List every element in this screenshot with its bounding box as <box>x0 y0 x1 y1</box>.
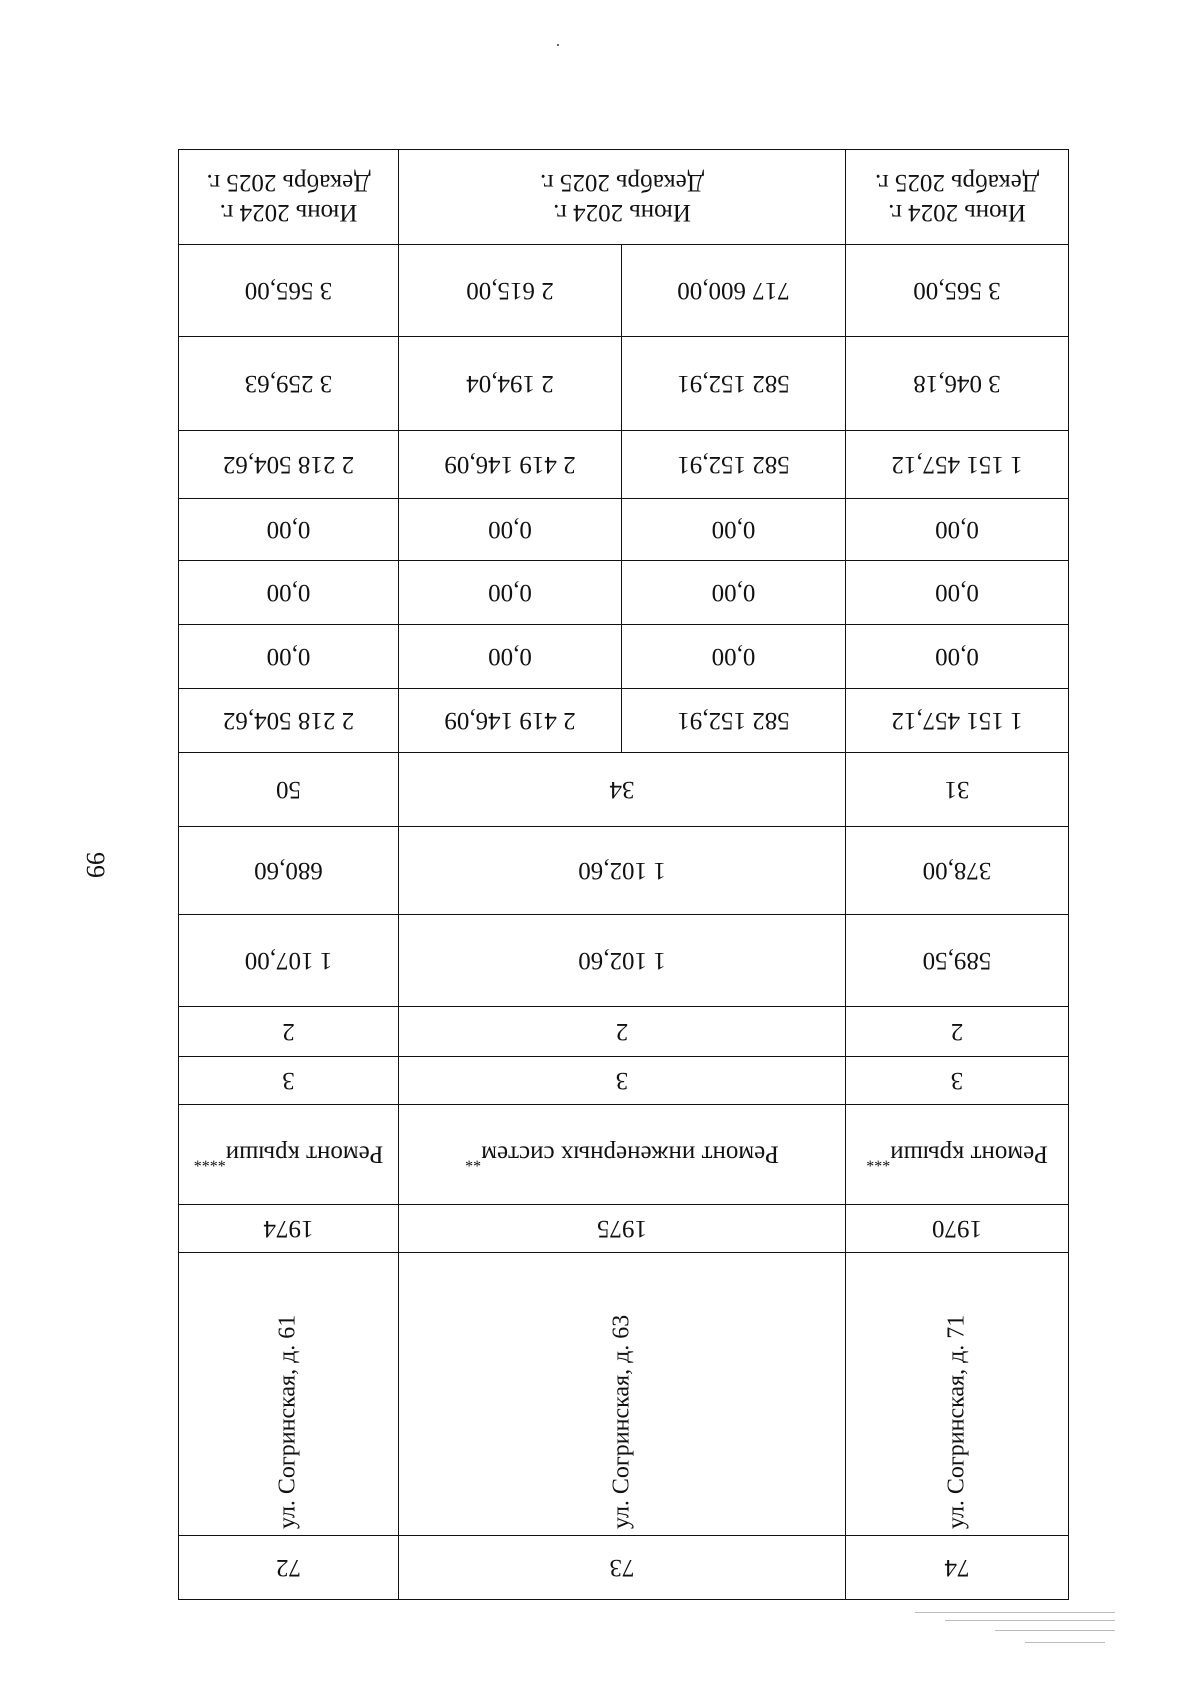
page-number: 99 <box>81 852 110 878</box>
work-footnote-mark: *** <box>866 1152 891 1170</box>
row-area-1 <box>179 915 1069 1007</box>
row-work <box>179 1105 1069 1205</box>
row-address <box>179 1253 1069 1536</box>
row-fund <box>179 431 1069 499</box>
row-number <box>179 1536 1069 1600</box>
cell-z2-72: 0,00 <box>179 561 399 625</box>
cell-c2-72: 2 <box>179 1007 399 1057</box>
cell-z1-72: 0,00 <box>179 625 399 689</box>
cell-period-74 <box>846 150 1069 245</box>
cell-z2-73a: 0,00 <box>399 561 622 625</box>
cell-unit-73a: 2 194,04 <box>399 337 622 431</box>
row-unit-cost <box>179 337 1069 431</box>
cell-z1-73b: 0,00 <box>622 625 846 689</box>
row-count-1 <box>179 1057 1069 1105</box>
cell-work-74 <box>846 1105 1069 1205</box>
cell-total-74: 1 151 457,12 <box>846 689 1069 753</box>
cell-address-73 <box>399 1253 846 1536</box>
period-start: Июнь 2024 г. <box>553 199 691 226</box>
cell-period-72 <box>179 150 399 245</box>
repair-program-table <box>178 149 1069 1600</box>
address-text: ул. Согринская, д. 63 <box>608 1314 635 1529</box>
row-max-cost <box>179 245 1069 337</box>
cell-unit-74: 3 046,18 <box>846 337 1069 431</box>
work-footnote-mark: ** <box>465 1152 482 1170</box>
cell-residents-74: 31 <box>846 753 1069 827</box>
cell-year-74: 1970 <box>846 1205 1069 1253</box>
cell-c2-74: 2 <box>846 1007 1069 1057</box>
cell-z3-72: 0,00 <box>179 499 399 561</box>
cell-unit-73b: 582 152,91 <box>622 337 846 431</box>
cell-max-72: 3 565,00 <box>179 245 399 337</box>
cell-c1-72: 3 <box>179 1057 399 1105</box>
cell-work-72 <box>179 1105 399 1205</box>
cell-num-74: 74 <box>846 1536 1069 1600</box>
rotated-table-container <box>179 150 1069 1600</box>
work-text: Ремонт крыши <box>890 1140 1048 1168</box>
period-start: Июнь 2024 г. <box>888 199 1026 226</box>
row-residents <box>179 753 1069 827</box>
period-end: Декабрь 2025 г. <box>539 169 705 196</box>
cell-num-73: 73 <box>399 1536 846 1600</box>
cell-address-72 <box>179 1253 399 1536</box>
row-year <box>179 1205 1069 1253</box>
cell-total-73b: 582 152,91 <box>622 689 846 753</box>
row-zero-2 <box>179 561 1069 625</box>
cell-z3-73b: 0,00 <box>622 499 846 561</box>
cell-work-73 <box>399 1105 846 1205</box>
row-area-2 <box>179 827 1069 915</box>
period-end: Декабрь 2025 г. <box>206 169 371 196</box>
work-text: Ремонт крыши <box>225 1140 384 1168</box>
cell-residents-72: 50 <box>179 753 399 827</box>
cell-fund-73a: 2 419 146,09 <box>399 431 622 499</box>
row-zero-1 <box>179 625 1069 689</box>
work-text: Ремонт инженерных систем <box>481 1140 779 1168</box>
cell-z3-73a: 0,00 <box>399 499 622 561</box>
scan-artifact <box>905 1608 1135 1666</box>
cell-unit-72: 3 259,63 <box>179 337 399 431</box>
cell-max-73a: 2 615,00 <box>399 245 622 337</box>
row-zero-3 <box>179 499 1069 561</box>
period-end: Декабрь 2025 г. <box>874 169 1040 196</box>
cell-area2-72: 680,60 <box>179 827 399 915</box>
cell-z2-73b: 0,00 <box>622 561 846 625</box>
cell-z2-74: 0,00 <box>846 561 1069 625</box>
cell-period-73 <box>399 150 846 245</box>
cell-num-72: 72 <box>179 1536 399 1600</box>
address-text: ул. Согринская, д. 71 <box>943 1314 970 1529</box>
cell-c1-73: 3 <box>399 1057 846 1105</box>
cell-total-72: 2 218 504,62 <box>179 689 399 753</box>
cell-area1-72: 1 107,00 <box>179 915 399 1007</box>
address-text: ул. Согринская, д. 61 <box>275 1314 301 1529</box>
document-table <box>179 150 1069 1600</box>
row-count-2 <box>179 1007 1069 1057</box>
cell-total-73a: 2 419 146,09 <box>399 689 622 753</box>
cell-z3-74: 0,00 <box>846 499 1069 561</box>
cell-c2-73: 2 <box>399 1007 846 1057</box>
scan-speck <box>557 44 559 46</box>
work-footnote-mark: **** <box>193 1152 226 1170</box>
cell-area2-73: 1 102,60 <box>399 827 846 915</box>
cell-c1-74: 3 <box>846 1057 1069 1105</box>
cell-z1-74: 0,00 <box>846 625 1069 689</box>
cell-residents-73: 34 <box>399 753 846 827</box>
row-total <box>179 689 1069 753</box>
row-period <box>179 150 1069 245</box>
cell-max-73b: 717 600,00 <box>622 245 846 337</box>
cell-area1-74: 589,50 <box>846 915 1069 1007</box>
cell-year-73: 1975 <box>399 1205 846 1253</box>
cell-area1-73: 1 102,60 <box>399 915 846 1007</box>
cell-z1-73a: 0,00 <box>399 625 622 689</box>
cell-fund-72: 2 218 504,62 <box>179 431 399 499</box>
cell-fund-74: 1 151 457,12 <box>846 431 1069 499</box>
cell-max-74: 3 565,00 <box>846 245 1069 337</box>
cell-area2-74: 378,00 <box>846 827 1069 915</box>
cell-address-74 <box>846 1253 1069 1536</box>
period-start: Июнь 2024 г. <box>219 199 358 226</box>
cell-year-72: 1974 <box>179 1205 399 1253</box>
cell-fund-73b: 582 152,91 <box>622 431 846 499</box>
